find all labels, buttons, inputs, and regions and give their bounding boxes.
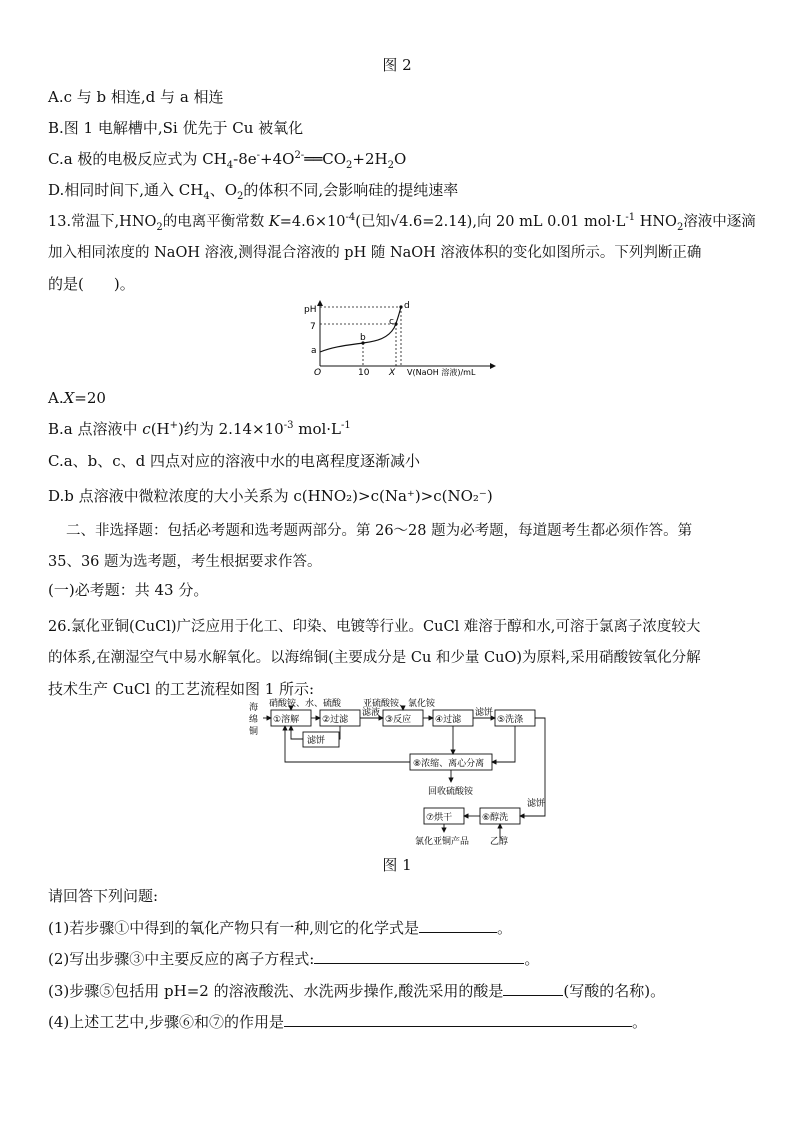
graph-point-a: a — [311, 346, 317, 356]
q26-stem-line2: 的体系,在潮湿空气中易水解氧化。以海绵铜(主要成分是 Cu 和少量 CuO)为原料,采用硝酸铵氧化分解 — [48, 650, 701, 666]
q26-sub3: (3)步骤⑤包括用 pH=2 的溶液酸洗、水洗两步操作,酸洗采用的酸是 (写酸的名称)。 — [48, 982, 666, 1000]
process-flow-diagram — [245, 698, 555, 848]
graph-x-label: V(NaOH 溶液)/mL — [407, 368, 476, 377]
flow-raw-1: 海 — [249, 703, 259, 713]
flow-step-6: ⑥醇洗 — [482, 813, 509, 823]
flow-step-3: ③反应 — [385, 715, 412, 725]
flow-label-cake-3: 滤饼 — [527, 799, 546, 809]
graph-point-d: d — [404, 301, 410, 311]
q13-stem-line1: 13.常温下$,HNO_2$的电离平衡常数 $K=4.6\times 10^{-4}$(已知√4.6=2.14),向 20 mL 0.01 $mol\cdot L^{-1}$ $HNO_2$溶液中逐滴 — [48, 212, 756, 233]
figure-1-caption: 图 1 — [382, 856, 412, 874]
q13-stem-line2: 加入相同浓度的 NaOH 溶液,测得混合溶液的 pH 随 NaOH 溶液体积的变化如图所示。下列判断正确 — [48, 245, 702, 261]
flow-input-2: 亚硫酸铵、氯化铵 — [363, 699, 436, 709]
flow-input-1: 硝酸铵、水、硫酸 — [269, 699, 342, 709]
q12-option-b: B.图 1 电解槽中,Si 优先于 Cu 被氧化 — [48, 119, 304, 137]
q13-stem-line3: 的是( )。 — [48, 275, 135, 293]
q12-option-c: C.a 极的电极反应式为 $CH_4-8e^-+4O^{2-}══CO_2+2H_2O$ — [48, 150, 407, 171]
flow-step-1: ①溶解 — [273, 715, 300, 725]
q26-sub2: (2)写出步骤③中主要反应的离子方程式: 。 — [48, 950, 540, 968]
q13-option-b: B.a 点溶液中 c(H+)约为 $2.14\times 10^{-3}$ $mol\cdot L^{-1}$ — [48, 420, 351, 438]
section2-line2: 35、36 题为选考题，考生根据要求作答。 — [48, 554, 322, 570]
graph-y-label: pH — [304, 305, 317, 315]
q26-stem-line3: 技术生产 CuCl 的工艺流程如图 1 所示: — [48, 680, 315, 698]
flow-label-filtrate: 滤液 — [362, 708, 381, 718]
q12-option-a: A.c 与 b 相连,d 与 a 相连 — [48, 88, 224, 106]
graph-point-c: c — [389, 317, 394, 327]
figure-2-caption: 图 2 — [382, 56, 412, 74]
answer-blank-4[interactable] — [284, 1012, 632, 1027]
ph-curve — [320, 307, 401, 352]
flow-step-7: ⑦烘干 — [426, 813, 453, 823]
graph-origin: O — [314, 368, 322, 378]
flow-ethanol: 乙醇 — [490, 837, 509, 847]
section2-line3: (一)必考题：共 43 分。 — [48, 581, 209, 599]
graph-xX: X — [389, 368, 396, 378]
graph-y7: 7 — [310, 322, 316, 332]
flow-raw-2: 绵 — [249, 715, 259, 725]
flow-recover: 回收硫酸铵 — [428, 787, 474, 797]
q13-option-d: D.b 点溶液中微粒浓度的大小关系为 c(HNO₂)>c(Na⁺)>c(NO₂⁻) — [48, 487, 493, 505]
flow-product: 氯化亚铜产品 — [415, 837, 470, 847]
flow-step-5: ⑤洗涤 — [497, 715, 524, 725]
flow-raw-3: 铜 — [249, 727, 259, 737]
answer-blank-1[interactable] — [419, 918, 497, 933]
q26-stem-line1: 26.氯化亚铜(CuCl)广泛应用于化工、印染、电镀等行业。CuCl 难溶于醇和水,可溶于氯离子浓度较大 — [48, 619, 701, 635]
q26-sub1: (1)若步骤①中得到的氧化产物只有一种,则它的化学式是 。 — [48, 919, 513, 937]
q12-option-d: D.相同时间下,通入 $CH_4$、$O_2$的体积不同,会影响硅的提纯速率 — [48, 181, 459, 202]
answer-blank-2[interactable] — [314, 949, 524, 964]
flow-label-cake-1: 滤饼 — [475, 708, 494, 718]
q13-option-a: A.X=20 — [48, 389, 106, 407]
flow-step-2: ②过滤 — [322, 715, 349, 725]
flow-label-cake-2: 滤饼 — [307, 736, 326, 746]
flow-step-4: ④过滤 — [435, 715, 462, 725]
ph-titration-graph — [300, 296, 500, 380]
q13-option-c: C.a、b、c、d 四点对应的溶液中水的电离程度逐渐减小 — [48, 452, 421, 470]
graph-point-b: b — [360, 333, 366, 343]
q26-prompt: 请回答下列问题: — [48, 887, 159, 905]
q26-sub4: (4)上述工艺中,步骤⑥和⑦的作用是 。 — [48, 1013, 648, 1031]
section2-line1: 二、非选择题：包括必考题和选考题两部分。第 26～28 题为必考题，每道题考生都必须作答。第 — [66, 523, 693, 539]
answer-blank-3[interactable] — [503, 981, 563, 996]
flow-step-8: ⑧浓缩、离心分离 — [413, 759, 485, 769]
graph-x10: 10 — [358, 368, 370, 378]
